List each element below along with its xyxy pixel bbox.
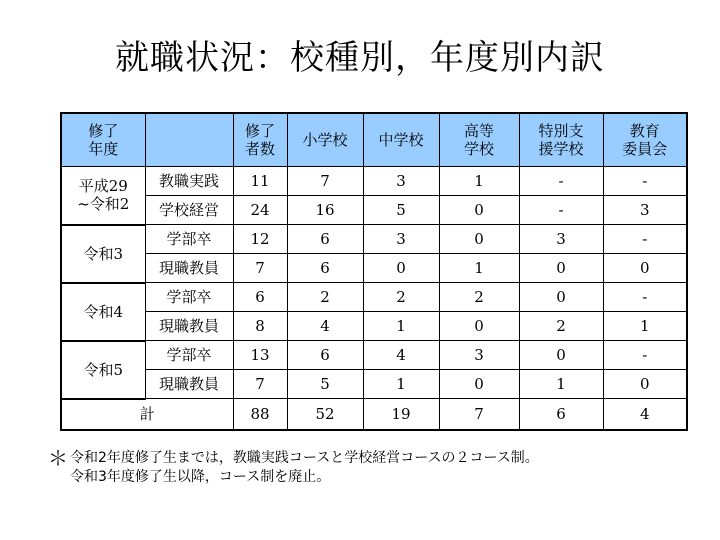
- cell-high-school: 7: [439, 399, 519, 430]
- table-row: [61, 370, 687, 399]
- cell-elementary: 7: [287, 167, 363, 196]
- footnote-text-1: 令和2年度修了生までは，教職実践コースと学校経営コースの２コース制。: [70, 450, 539, 466]
- cell-junior-high: 2: [363, 283, 439, 312]
- cell-elementary: 52: [287, 399, 363, 430]
- cell-total: 88: [233, 399, 287, 430]
- cell-special-support: 0: [519, 341, 603, 370]
- asterisk-mark: ＊: [48, 446, 68, 470]
- cell-special-support: 3: [519, 225, 603, 254]
- cell-high-school: 3: [439, 341, 519, 370]
- year-cell: 令和3: [61, 225, 145, 283]
- cell-junior-high: 3: [363, 167, 439, 196]
- header-high-school: 高等 学校: [439, 113, 519, 167]
- cell-total: 24: [233, 196, 287, 225]
- cell-elementary: 6: [287, 225, 363, 254]
- table-row: [61, 167, 687, 196]
- cell-total: 13: [233, 341, 287, 370]
- total-row: [61, 399, 687, 430]
- cell-total: 7: [233, 254, 287, 283]
- cell-junior-high: 19: [363, 399, 439, 430]
- cell-total: 7: [233, 370, 287, 399]
- cell-special-support: 0: [519, 254, 603, 283]
- cell-high-school: 0: [439, 196, 519, 225]
- cell-board: 3: [603, 196, 687, 225]
- cell-total: 6: [233, 283, 287, 312]
- course-cell: 学部卒: [145, 341, 233, 370]
- year-cell: 令和5: [61, 341, 145, 399]
- cell-high-school: 2: [439, 283, 519, 312]
- cell-special-support: 0: [519, 283, 603, 312]
- cell-high-school: 1: [439, 254, 519, 283]
- course-cell: 学部卒: [145, 225, 233, 254]
- cell-high-school: 0: [439, 312, 519, 341]
- course-cell: 学部卒: [145, 283, 233, 312]
- cell-elementary: 6: [287, 341, 363, 370]
- cell-total: 11: [233, 167, 287, 196]
- cell-junior-high: 3: [363, 225, 439, 254]
- header-row: [61, 113, 687, 167]
- cell-total: 8: [233, 312, 287, 341]
- table-row: [61, 196, 687, 225]
- cell-elementary: 16: [287, 196, 363, 225]
- course-cell: 現職教員: [145, 370, 233, 399]
- cell-high-school: 0: [439, 225, 519, 254]
- cell-special-support: -: [519, 167, 603, 196]
- year-cell: 令和4: [61, 283, 145, 341]
- header-total: 修了 者数: [233, 113, 287, 167]
- cell-board: 4: [603, 399, 687, 430]
- course-cell: 現職教員: [145, 312, 233, 341]
- employment-table: [60, 112, 688, 431]
- cell-board: -: [603, 341, 687, 370]
- table-row: [61, 283, 687, 312]
- cell-elementary: 5: [287, 370, 363, 399]
- cell-high-school: 0: [439, 370, 519, 399]
- course-cell: 学校経営: [145, 196, 233, 225]
- year-cell: 平成29 ~令和2: [61, 167, 145, 225]
- header-year: 修了 年度: [61, 113, 145, 167]
- cell-elementary: 4: [287, 312, 363, 341]
- header-board: 教育 委員会: [603, 113, 687, 167]
- cell-junior-high: 4: [363, 341, 439, 370]
- header-course: [145, 113, 233, 167]
- header-junior-high: 中学校: [363, 113, 439, 167]
- cell-special-support: 6: [519, 399, 603, 430]
- cell-elementary: 6: [287, 254, 363, 283]
- cell-board: 0: [603, 370, 687, 399]
- header-elementary: 小学校: [287, 113, 363, 167]
- page-title: 就職状況：校種別，年度別内訳: [115, 38, 605, 78]
- footnote-line-2: 令和3年度修了生以降，コース制を廃止。: [70, 469, 331, 485]
- cell-board: -: [603, 283, 687, 312]
- cell-elementary: 2: [287, 283, 363, 312]
- cell-board: 1: [603, 312, 687, 341]
- cell-board: -: [603, 225, 687, 254]
- table-row: [61, 341, 687, 370]
- header-special-support: 特別支 援学校: [519, 113, 603, 167]
- cell-board: -: [603, 167, 687, 196]
- cell-junior-high: 5: [363, 196, 439, 225]
- cell-special-support: -: [519, 196, 603, 225]
- cell-high-school: 1: [439, 167, 519, 196]
- cell-total: 12: [233, 225, 287, 254]
- course-cell: 教職実践: [145, 167, 233, 196]
- cell-special-support: 2: [519, 312, 603, 341]
- table-row: [61, 254, 687, 283]
- cell-junior-high: 0: [363, 254, 439, 283]
- cell-junior-high: 1: [363, 370, 439, 399]
- total-label: 計: [61, 399, 233, 430]
- table-row: [61, 312, 687, 341]
- cell-junior-high: 1: [363, 312, 439, 341]
- cell-board: 0: [603, 254, 687, 283]
- cell-special-support: 1: [519, 370, 603, 399]
- table-row: [61, 225, 687, 254]
- course-cell: 現職教員: [145, 254, 233, 283]
